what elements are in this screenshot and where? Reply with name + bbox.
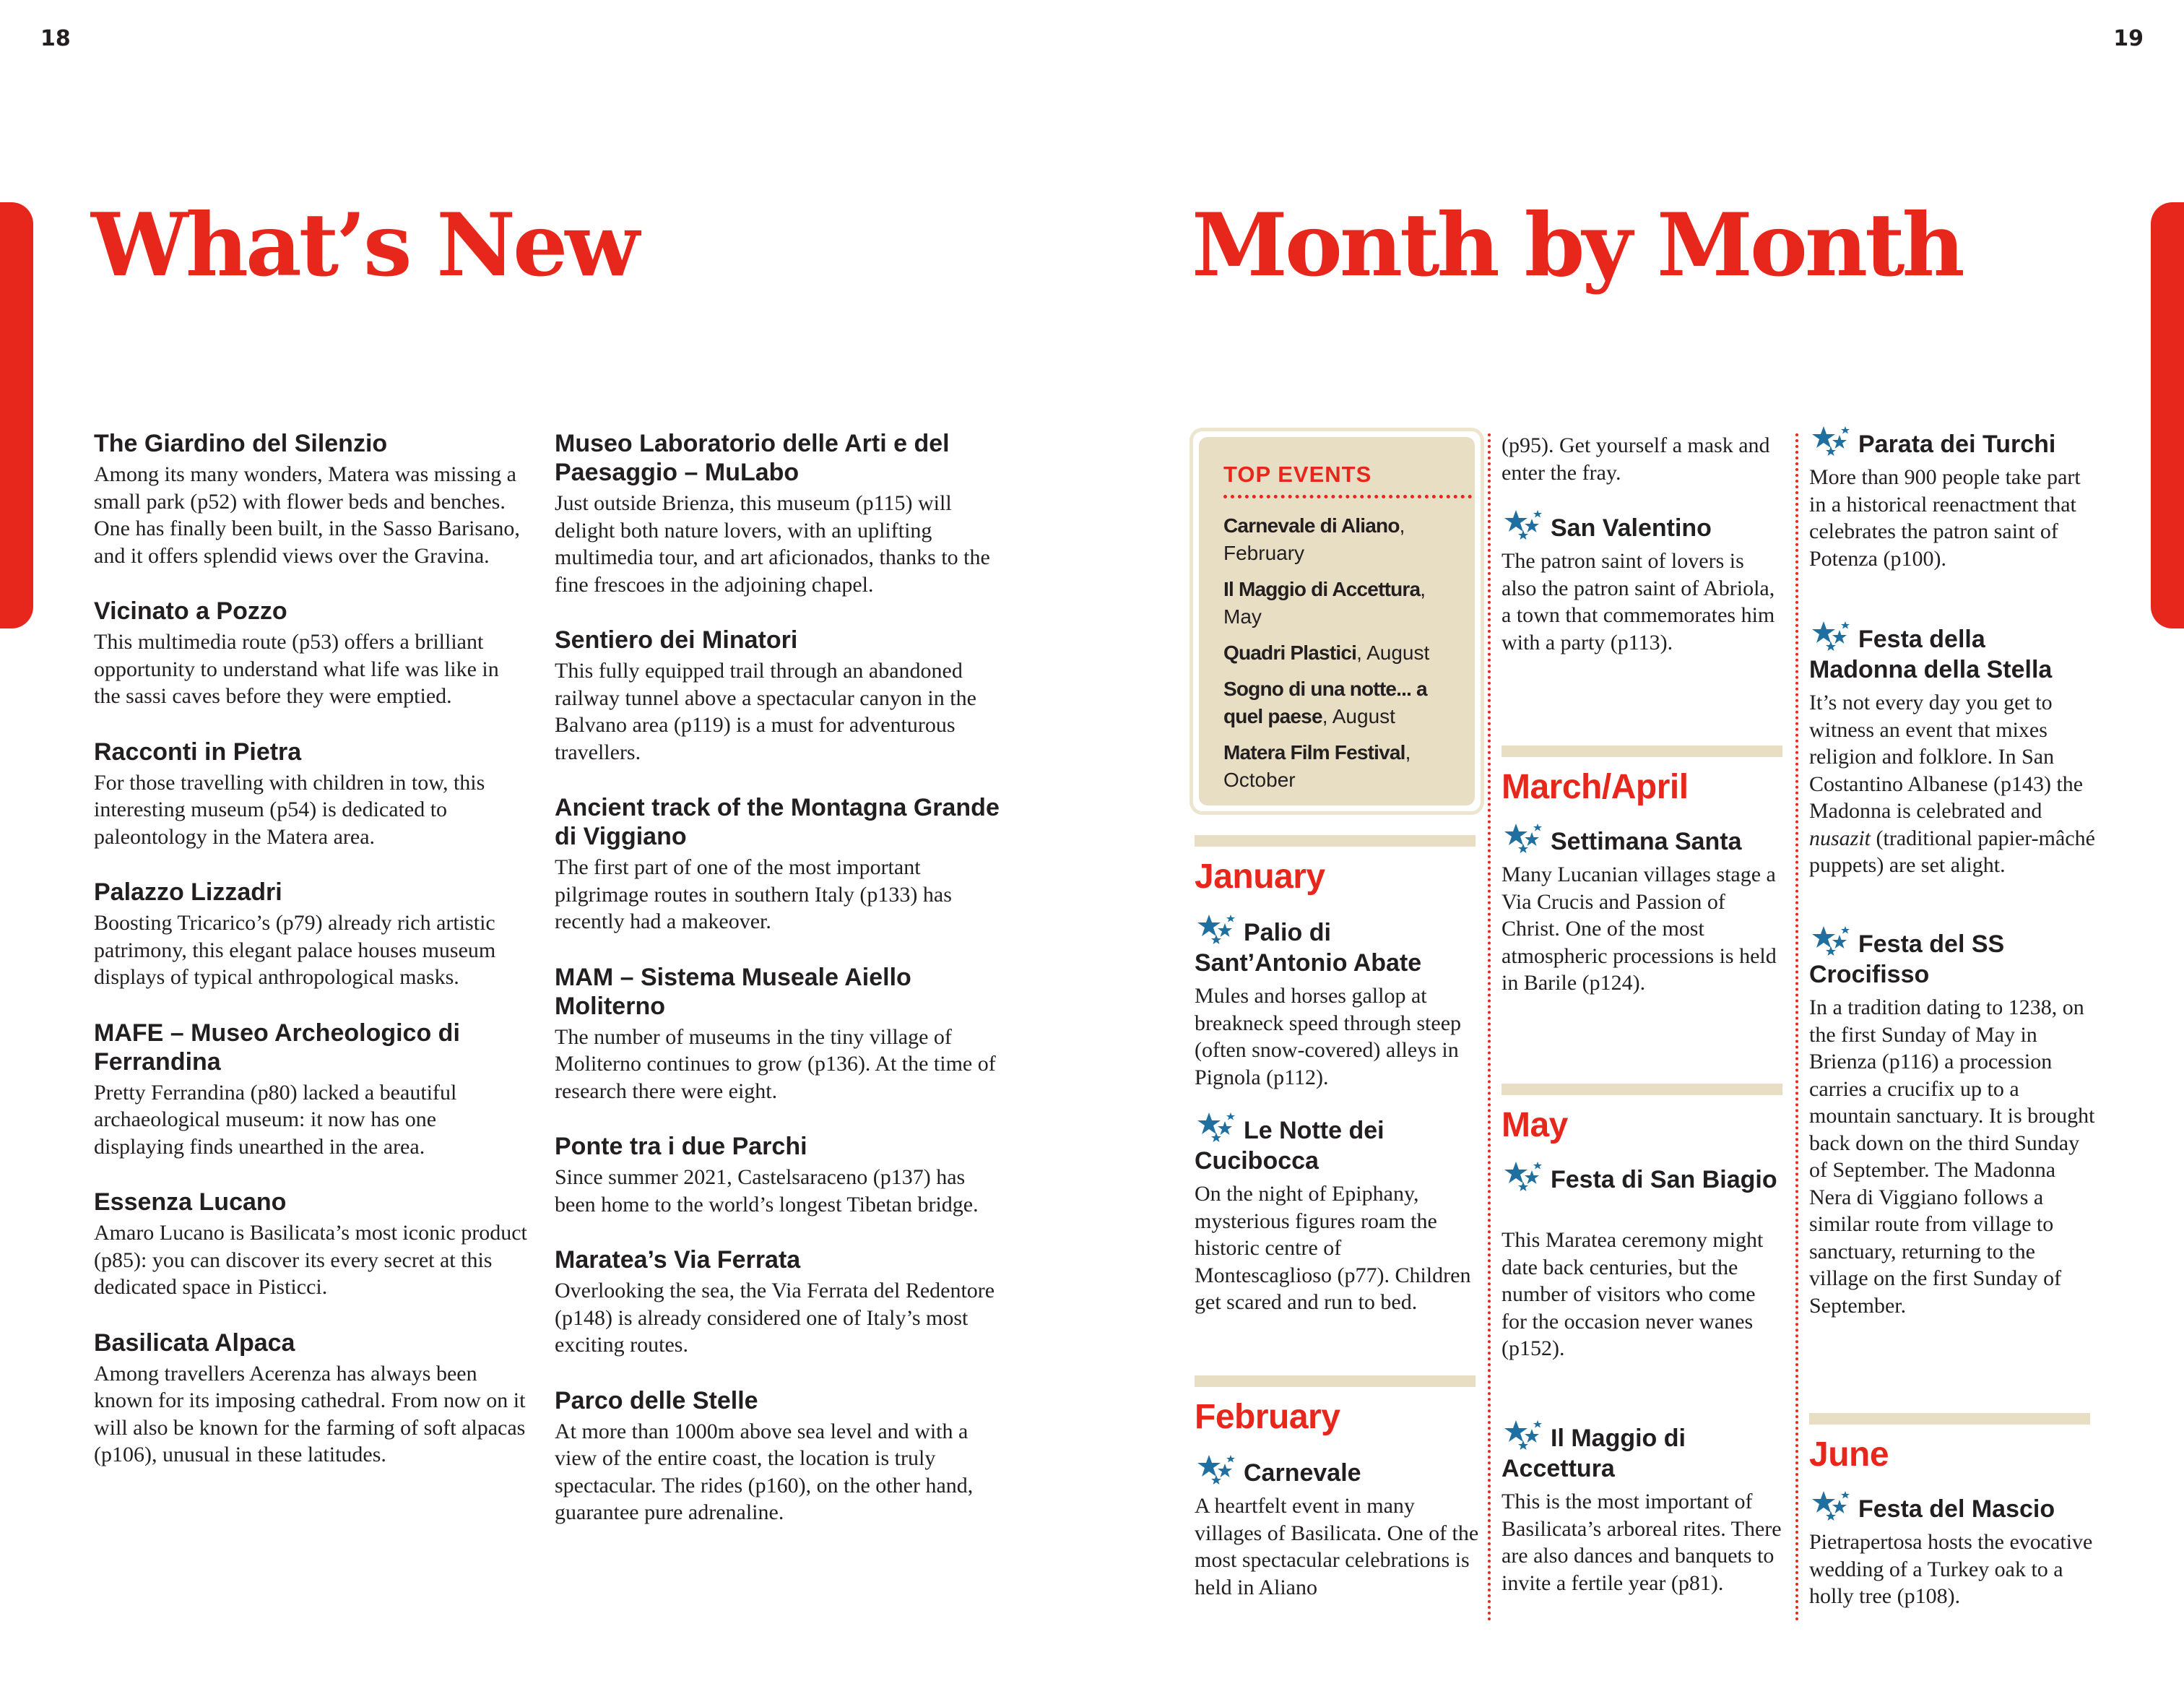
event-text: In a tradition dating to 1238, on the first Sunday of May in Brienza (p116) a procession carries a crucifix up to a mountain sanctuary. It is brought back down on the third Sunday of September. The Madonna Nera di Viggiano follows a similar route from village to sanctuary, returning to the village on the first Sunday of September.	[1809, 995, 2095, 1318]
page-number-left: 18	[40, 26, 71, 51]
dotted-divider	[1223, 495, 1472, 498]
event-text-emphasis: nusazit	[1809, 826, 1871, 850]
event-text: This Maratea ceremony might date back centuries, but the number of visitors who come for the occasion never wanes (p152).	[1502, 1228, 1764, 1360]
month-bar-february	[1195, 1375, 1476, 1387]
entry-title: Palazzo Lizzadri	[94, 878, 282, 906]
entry-text: The number of museums in the tiny village of Moliterno continues to grow (p136). At the time of research there were eight.	[555, 1024, 996, 1103]
list-item	[1223, 739, 1462, 794]
list-item	[1223, 675, 1462, 730]
event-biagio	[1502, 1159, 1783, 1362]
stars-icon	[1195, 1452, 1238, 1487]
event-name: Quadri Plastici	[1223, 641, 1357, 664]
entry-montagna	[555, 793, 1002, 935]
entry-title: Ancient track of the Montagna Grande di Viggiano	[555, 794, 1000, 850]
stars-icon	[1809, 1488, 1852, 1523]
stars-icon	[1809, 423, 1852, 458]
whats-new-column-2	[555, 429, 1002, 1554]
event-carnevale	[1195, 1452, 1483, 1601]
entry-mam	[555, 963, 1002, 1105]
top-events-box	[1190, 428, 1484, 815]
stars-icon	[1195, 912, 1238, 946]
entry-giardino	[94, 429, 530, 569]
event-title: Palio di Sant’Antonio Abate	[1195, 919, 1422, 977]
event-title: Festa del Mascio	[1858, 1495, 2055, 1523]
entry-title: Vicinato a Pozzo	[94, 597, 287, 625]
event-title: Il Maggio di Accettura	[1502, 1425, 1686, 1482]
event-text-part: It’s not every day you get to witness an event that mixes religion and folklore. In San Costantino Albanese (p143) the Madonna is celebrated and	[1809, 691, 2084, 823]
event-month: , August	[1322, 705, 1395, 727]
entry-text: Boosting Tricarico’s (p79) already rich artistic patrimony, this elegant palace houses museum displays of typical anthropological masks.	[94, 911, 496, 989]
month-heading-may: May	[1502, 1106, 1568, 1144]
event-month: , May	[1223, 578, 1426, 628]
event-title: Festa di San Biagio	[1551, 1166, 1777, 1193]
month-heading-january: January	[1195, 857, 1325, 896]
event-settimana	[1502, 821, 1783, 997]
stars-icon	[1502, 1159, 1545, 1193]
entry-title: Ponte tra i due Parchi	[555, 1133, 807, 1160]
event-mascio	[1809, 1488, 2098, 1610]
entry-essenza	[94, 1188, 530, 1301]
event-text: More than 900 people take part in a historical reenactment that celebrates the patron saint of Potenza (p100).	[1809, 465, 2081, 571]
column-divider	[1488, 433, 1491, 1622]
month-bar-march-april	[1502, 746, 1782, 757]
event-name: Carnevale di Aliano	[1223, 514, 1400, 537]
event-title: Festa del SS Crocifisso	[1809, 930, 2005, 988]
event-month: , October	[1223, 741, 1411, 791]
top-events-panel	[1199, 437, 1475, 805]
event-name: Matera Film Festival	[1223, 741, 1405, 764]
entry-title: MAFE – Museo Archeologico di Ferrandina	[94, 1019, 460, 1076]
event-carnevale-continued	[1502, 432, 1783, 486]
event-text: (p95). Get yourself a mask and enter the fray.	[1502, 433, 1770, 485]
month-bar-january	[1195, 835, 1476, 847]
left-edge-tab	[0, 202, 33, 628]
entry-mulabo	[555, 429, 1002, 598]
entry-sentiero	[555, 626, 1002, 766]
month-bar-may	[1502, 1084, 1782, 1095]
event-text: Mules and horses gallop at breakneck speed through steep (often snow-covered) alleys in Pignola (p112).	[1195, 984, 1462, 1089]
entry-title: Parco delle Stelle	[555, 1386, 758, 1414]
entry-title: The Giardino del Silenzio	[94, 430, 388, 457]
column-divider	[1795, 433, 1798, 1622]
event-text: Many Lucanian villages stage a Via Crucis and Passion of Christ. One of the most atmospheric processions is held in Barile (p124).	[1502, 863, 1777, 995]
entry-vicinato	[94, 597, 530, 710]
event-title: Parata dei Turchi	[1858, 431, 2056, 458]
event-text: This is the most important of Basilicata’s arboreal rites. There are also dances and banquets to invite a fertile year (p81).	[1502, 1490, 1782, 1595]
entry-mafe	[94, 1019, 530, 1161]
event-title: Le Notte dei Cucibocca	[1195, 1117, 1384, 1175]
stars-icon	[1502, 821, 1545, 855]
event-text: A heartfelt event in many villages of Basilicata. One of the most spectacular celebrations is held in Aliano	[1195, 1494, 1479, 1599]
list-item	[1223, 639, 1462, 667]
entry-via-ferrata	[555, 1245, 1002, 1359]
entry-text: Among its many wonders, Matera was missing a small park (p52) with flower beds and benches. One has finally been built, in the Sasso Barisano, and it offers splendid views over the Gravina.	[94, 462, 520, 568]
entry-text: Overlooking the sea, the Via Ferrata del Redentore (p148) is already considered one of Italy’s most exciting routes.	[555, 1279, 995, 1357]
entry-text: At more than 1000m above sea level and with a view of the entire coast, the location is truly spectacular. The rides (p160), on the other hand, guarantee pure adrenaline.	[555, 1419, 974, 1524]
entry-parco-stelle	[555, 1386, 1002, 1526]
entry-palazzo	[94, 878, 530, 991]
entry-title: Basilicata Alpaca	[94, 1328, 295, 1357]
entry-title: Racconti in Pietra	[94, 738, 302, 766]
month-bar-june	[1809, 1413, 2090, 1425]
month-by-month-title: Month by Month	[1192, 194, 1962, 296]
stars-icon	[1809, 618, 1852, 653]
entry-racconti	[94, 738, 530, 851]
event-name: Sogno di una notte... a quel paese	[1223, 678, 1427, 727]
stars-icon	[1195, 1110, 1238, 1144]
event-title: Settimana Santa	[1551, 828, 1742, 855]
entry-title: MAM – Sistema Museale Aiello Moliterno	[555, 963, 911, 1020]
entry-text: For those travelling with children in tow, this interesting museum (p54) is dedicated to paleontology in the Matera area.	[94, 770, 485, 849]
top-events-heading: TOP EVENTS	[1223, 462, 1372, 487]
page-number-right: 19	[2113, 26, 2144, 51]
entry-title: Essenza Lucano	[94, 1188, 287, 1216]
event-notte	[1195, 1110, 1483, 1316]
event-text: The patron saint of lovers is also the patron saint of Abriola, a town that commemorates him with a party (p113).	[1502, 549, 1775, 654]
entry-text: Since summer 2021, Castelsaraceno (p137) has been home to the world’s longest Tibetan bridge.	[555, 1165, 979, 1217]
event-text: On the night of Epiphany, mysterious figures roam the historic centre of Montescaglioso (p77). Children get scared and run to bed.	[1195, 1182, 1471, 1314]
whats-new-column-1	[94, 429, 530, 1496]
month-heading-february: February	[1195, 1398, 1340, 1436]
event-maggio	[1502, 1417, 1783, 1596]
event-name: Il Maggio di Accettura	[1223, 578, 1421, 600]
event-valentino	[1502, 507, 1783, 656]
event-palio	[1195, 912, 1483, 1091]
entry-text: The first part of one of the most important pilgrimage routes in southern Italy (p133) has recently had a makeover.	[555, 855, 952, 933]
event-title: Carnevale	[1244, 1459, 1361, 1487]
month-heading-june: June	[1809, 1435, 1889, 1474]
month-heading-march-april: March/April	[1502, 768, 1689, 806]
event-crocifisso	[1809, 923, 2098, 1319]
entry-text: Just outside Brienza, this museum (p115) will delight both nature lovers, with an uplifting multimedia tour, and art aficionados, thanks to the fine frescoes in the adjoining chapel.	[555, 491, 990, 597]
entry-text: This multimedia route (p53) offers a brilliant opportunity to understand what life was like in the sassi caves before they were emptied.	[94, 630, 499, 708]
right-edge-tab	[2151, 202, 2184, 628]
stars-icon	[1502, 507, 1545, 542]
entry-text: This fully equipped trail through an abandoned railway tunnel above a spectacular canyon in the Balvano area (p119) is a must for adventurous travellers.	[555, 659, 976, 764]
entry-title: Museo Laboratorio delle Arti e del Paesaggio – MuLabo	[555, 430, 950, 486]
entry-text: Among travellers Acerenza has always been known for its imposing cathedral. From now on it will also be known for the farming of soft alpacas (p106), unusual in these latitudes.	[94, 1361, 526, 1466]
entry-text: Amaro Lucano is Basilicata’s most iconic product (p85): you can discover its every secret at this dedicated space in Pisticci.	[94, 1221, 527, 1299]
stars-icon	[1502, 1417, 1545, 1452]
event-text	[1809, 689, 2098, 879]
whats-new-title: What’s New	[91, 194, 637, 296]
entry-title: Sentiero dei Minatori	[555, 626, 798, 654]
entry-text: Pretty Ferrandina (p80) lacked a beautiful archaeological museum: it now has one displaying finds unearthed in the area.	[94, 1080, 457, 1159]
entry-ponte	[555, 1132, 1002, 1218]
event-stella	[1809, 618, 2098, 879]
event-text-part: (traditional papier-mâché puppets) are set alight.	[1809, 826, 2095, 877]
entry-title: Maratea’s Via Ferrata	[555, 1246, 801, 1274]
list-item	[1223, 576, 1462, 631]
entry-alpaca	[94, 1328, 530, 1469]
event-text: Pietrapertosa hosts the evocative wedding of a Turkey oak to a holly tree (p108).	[1809, 1530, 2093, 1608]
event-month: , August	[1356, 641, 1430, 664]
top-events-list	[1223, 512, 1462, 803]
event-title: Festa della Madonna della Stella	[1809, 626, 2053, 683]
stars-icon	[1809, 923, 1852, 958]
event-title: San Valentino	[1551, 514, 1712, 542]
event-month: , February	[1223, 514, 1405, 564]
list-item	[1223, 512, 1462, 567]
event-turchi	[1809, 423, 2098, 572]
